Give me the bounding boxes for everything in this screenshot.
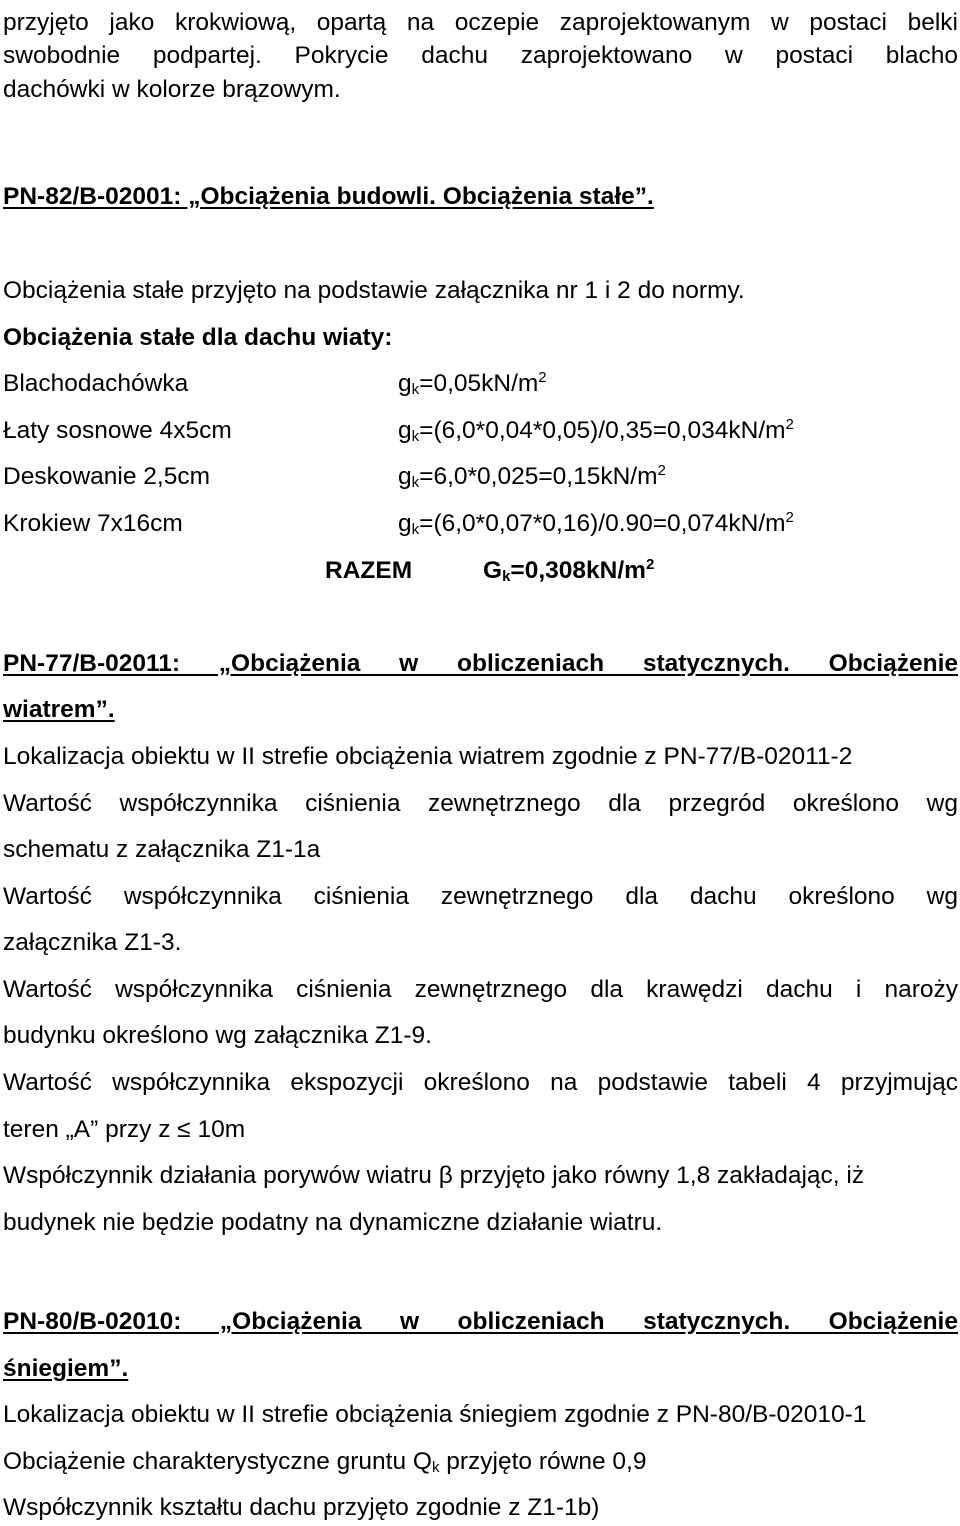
wind-heading-line-1: PN-77/B-02011: „Obciążenia w obliczeniach statycznych. Obciążenie — [3, 650, 958, 677]
dead-load-note: Obciążenia stałe przyjęto na podstawie załącznika nr 1 i 2 do normy. — [3, 277, 745, 304]
intro-line-2: swobodnie podpartej. Pokrycie dachu zaprojektowano w postaci blacho — [3, 42, 958, 69]
wind-paragraph-5-line-2: teren „A” przy z ≤ 10m — [3, 1116, 246, 1143]
total-label: RAZEM — [325, 557, 413, 584]
wind-heading-line-2: wiatrem”. — [3, 696, 115, 723]
snow-paragraph-2: Obciążenie charakterystyczne gruntu $Q_k$ przyjęto równe 0,9 — [3, 1448, 647, 1476]
snow-paragraph-3: Współczynnik kształtu dachu przyjęto zgodnie z Z1-1b) — [3, 1494, 600, 1521]
wind-paragraph-6-line-1: Współczynnik działania porywów wiatru β przyjęto jako równy 1,8 zakładając, iż — [3, 1162, 865, 1189]
wind-paragraph-3-line-2: załącznika Z1-3. — [3, 929, 182, 956]
load-name: Łaty sosnowe 4x5cm — [3, 417, 232, 444]
beta-symbol: β — [438, 1162, 453, 1189]
total-value: $G_k=0,308kN/m^2$ — [483, 556, 655, 585]
snow-heading-line-1: PN-80/B-02010: „Obciążenia w obliczeniach statycznych. Obciążenie — [3, 1308, 958, 1335]
snow-paragraph-1: Lokalizacja obiektu w II strefie obciążenia śniegiem zgodnie z PN-80/B-02010-1 — [3, 1401, 867, 1428]
load-name: Krokiew 7x16cm — [3, 510, 183, 537]
wind-paragraph-4-line-1: Wartość współczynnika ciśnienia zewnętrznego dla krawędzi dachu i naroży — [3, 976, 958, 1003]
load-formula: $g_k=(6,0*0,04*0,05)/0,35=0,034kN/m^2$ — [398, 416, 794, 445]
wind-paragraph-5-line-1: Wartość współczynnika ekspozycji określono na podstawie tabeli 4 przyjmując — [3, 1069, 958, 1096]
wind-paragraph-1: Lokalizacja obiektu w II strefie obciążenia wiatrem zgodnie z PN-77/B-02011-2 — [3, 743, 853, 770]
wind-paragraph-3-line-1: Wartość współczynnika ciśnienia zewnętrznego dla dachu określono wg — [3, 883, 958, 910]
wind-paragraph-4-line-2: budynku określono wg załącznika Z1-9. — [3, 1022, 432, 1049]
total-row — [3, 554, 958, 588]
load-row — [3, 367, 958, 401]
less-equal-symbol: ≤ — [177, 1116, 191, 1143]
load-formula: $g_k=0,05kN/m^2$ — [398, 369, 547, 398]
load-row — [3, 414, 958, 448]
load-row — [3, 460, 958, 494]
load-name: Blachodachówka — [3, 370, 189, 397]
snow-heading-line-2: śniegiem”. — [3, 1355, 129, 1382]
load-row — [3, 507, 958, 541]
load-formula: $g_k=(6,0*0,07*0,16)/0.90=0,074kN/m^2$ — [398, 509, 794, 538]
load-name: Deskowanie 2,5cm — [3, 463, 210, 490]
intro-line-1: przyjęto jako krokwiową, opartą na oczepie zaprojektowanym w postaci belki — [3, 9, 958, 36]
load-formula: $g_k=6,0*0,025=0,15kN/m^2$ — [398, 462, 666, 491]
wind-paragraph-6-line-2: budynek nie będzie podatny na dynamiczne działanie wiatru. — [3, 1209, 663, 1236]
wind-paragraph-2-line-1: Wartość współczynnika ciśnienia zewnętrznego dla przegród określono wg — [3, 790, 958, 817]
intro-line-3: dachówki w kolorze brązowym. — [3, 76, 341, 103]
dead-load-subheading: Obciążenia stałe dla dachu wiaty: — [3, 324, 393, 351]
wind-paragraph-2-line-2: schematu z załącznika Z1-1a — [3, 836, 321, 863]
dead-load-heading: PN-82/B-02001: „Obciążenia budowli. Obciążenia stałe”. — [3, 183, 654, 210]
